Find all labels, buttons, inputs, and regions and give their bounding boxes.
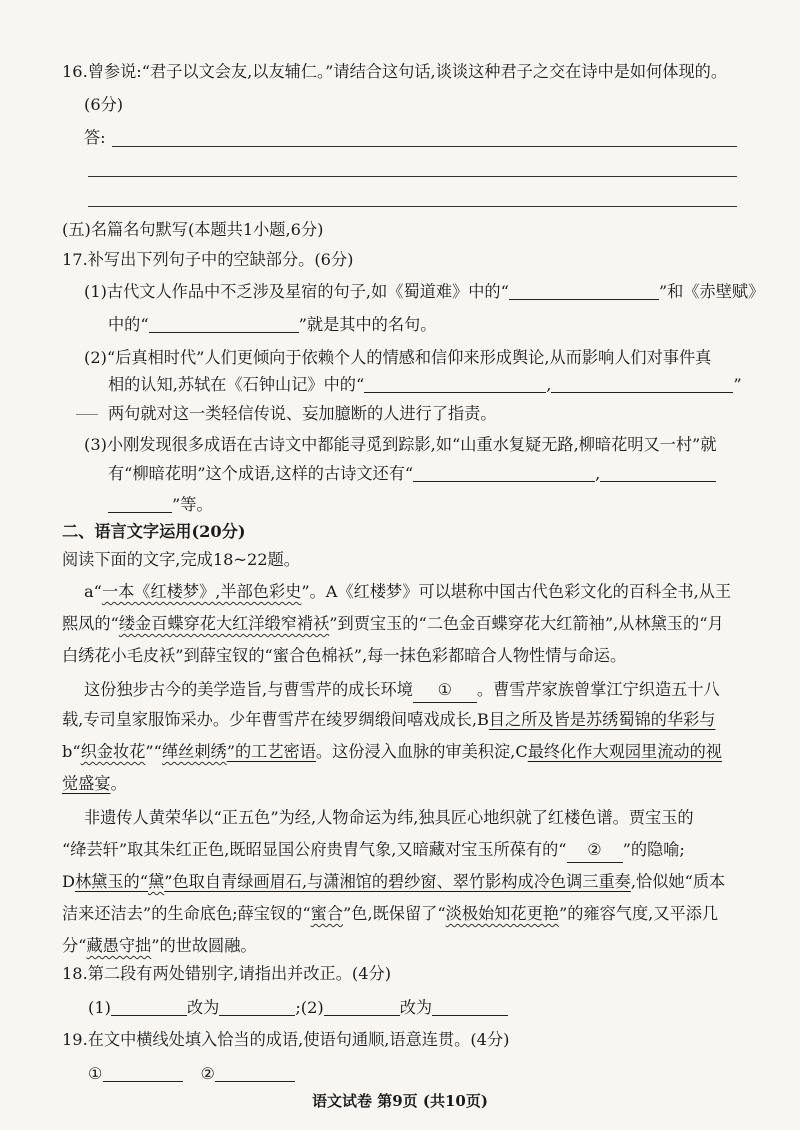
- para-3-line-1: 非遗传人黄荣华以“正五色”为经,人物命运为纬,独具匠心地织就了红楼色谱。贾宝玉的: [84, 808, 694, 827]
- text: 这份独步古今的美学造旨,与曹雪芹的成长环境: [84, 680, 413, 699]
- fill-blank[interactable]: [413, 463, 595, 482]
- q17-part-1-line-2: [108, 313, 436, 337]
- answer-line-1[interactable]: [112, 146, 737, 147]
- q16-score: (6分): [84, 95, 124, 114]
- text: 有“柳暗花明”这个成语,这样的古诗文还有“: [108, 464, 414, 483]
- q17-part-2-line-2: [108, 373, 742, 397]
- section-5-title: (五)名篇名句默写(本题共1小题,6分): [62, 220, 324, 239]
- text: ”色,既保留了“: [343, 904, 446, 923]
- fill-blank[interactable]: [215, 1063, 295, 1082]
- fill-blank[interactable]: [108, 494, 172, 513]
- text: 相的认知,苏轼在《石钟山记》中的“: [108, 375, 365, 394]
- blank-1[interactable]: ①: [413, 678, 477, 703]
- answer-line-3[interactable]: [88, 206, 737, 207]
- text: ”的世故圆融。: [151, 936, 257, 955]
- section-2-title: 二、语言文字运用(20分): [62, 522, 246, 541]
- text: ”到贾宝玉的“二色金百蝶穿花大红箭袖”,从林黛玉的“月: [329, 614, 724, 633]
- text: 改为: [399, 998, 433, 1017]
- text: ,: [595, 464, 601, 483]
- text: ”就是其中的名句。: [298, 315, 437, 334]
- q17-part-1-line-1: [84, 280, 764, 304]
- wavy-text: 蜜合: [310, 904, 344, 923]
- text: ”和《赤壁赋》: [658, 282, 765, 301]
- text: ”的雍容气度,又平添几: [558, 904, 719, 923]
- text: ”的隐喻;: [622, 840, 685, 859]
- para-3-line-3: [62, 870, 725, 894]
- para-2-line-1: [84, 678, 720, 703]
- wavy-text: 缕金百蝶穿花大红洋缎窄褙袄: [118, 614, 330, 633]
- underlined-text: 目之所及皆是苏绣蜀锦的华彩与: [488, 710, 716, 729]
- text: “绛芸轩”取其朱红正色,既昭显国公府贵胄气象,又暗藏对宝玉所葆有的“: [62, 840, 567, 859]
- text: ②: [200, 1064, 216, 1083]
- para-2-line-2: [62, 708, 716, 732]
- text: ①: [88, 1064, 103, 1083]
- para-1-line-1: [84, 580, 731, 604]
- text: 洁来还洁去”的生命底色;薛宝钗的“: [62, 904, 311, 923]
- text: ;(2): [295, 998, 324, 1017]
- wavy-text: 淡极始知花更艳: [445, 904, 559, 923]
- underlined-text: ”色取自青绿画眉石,与潇湘馆的碧纱窗、翠竹影构成冷色调三重奏: [164, 872, 631, 891]
- q19-answers: [88, 1062, 295, 1086]
- text: ,: [546, 375, 552, 394]
- wavy-text: 一本《红楼梦》,半部色彩史: [101, 582, 302, 601]
- fill-blank[interactable]: [600, 463, 716, 482]
- text: ”“: [145, 742, 162, 761]
- fill-blank[interactable]: [219, 997, 295, 1016]
- q18-answers: [88, 996, 508, 1020]
- fill-blank[interactable]: [324, 997, 400, 1016]
- text: 中的“: [108, 315, 149, 334]
- text: 载,专司皇家服饰采办。少年曹雪芹在绫罗绸缎间嘻戏成长,B: [62, 710, 489, 729]
- text: 。这份浸入血脉的审美积淀,C: [315, 742, 528, 761]
- q16-answer-label: 答:: [84, 128, 106, 147]
- q17-stem: 17.补写出下列句子中的空缺部分。(6分): [62, 250, 354, 269]
- underlined-text: ”的工艺密语: [226, 742, 316, 761]
- text: ,恰似她“质本: [630, 872, 726, 891]
- text: 。曹雪芹家族曾掌江宁织造五十八: [476, 680, 720, 699]
- reading-intro: 阅读下面的文字,完成18~22题。: [62, 550, 300, 569]
- para-1-line-3: 白绣花小毛皮袄”到薛宝钗的“蜜合色棉袄”,每一抹色彩都暗合人物性情与命运。: [62, 646, 627, 665]
- wavy-text: 织金妆花: [80, 742, 146, 761]
- fill-blank[interactable]: [432, 997, 508, 1016]
- q19-stem: 19.在文中横线处填入恰当的成语,使语句通顺,语意连贯。(4分): [62, 1030, 510, 1049]
- text: ”等。: [172, 495, 213, 514]
- fill-blank[interactable]: [103, 1063, 183, 1082]
- q17-part-3-line-1: (3)小刚发现很多成语在古诗文中都能寻觅到踪影,如“山重水复疑无路,柳暗花明又一村”就: [84, 435, 717, 454]
- underlined-text: 觉盛宴: [62, 774, 111, 793]
- para-2-line-4: [62, 772, 127, 796]
- q17-part-3-line-3: [108, 493, 213, 517]
- para-3-line-2: [62, 838, 685, 863]
- stray-mark: [76, 414, 98, 415]
- fill-blank[interactable]: [509, 281, 659, 300]
- q17-part-2-line-3: 两句就对这一类轻信传说、妄加臆断的人进行了指责。: [108, 404, 497, 423]
- para-1-line-2: [62, 612, 724, 636]
- para-2-line-3: [62, 740, 722, 764]
- text: a“: [84, 582, 102, 601]
- fill-blank[interactable]: [111, 997, 187, 1016]
- text: D: [62, 872, 75, 891]
- wavy-text: 黛: [148, 872, 165, 891]
- text: (1): [88, 998, 111, 1017]
- text: b“: [62, 742, 81, 761]
- answer-line-2[interactable]: [88, 176, 737, 177]
- wavy-text: 缂丝刺绣: [161, 742, 227, 761]
- text: ”: [733, 375, 742, 394]
- q17-part-2-line-1: (2)“后真相时代”人们更倾向于依赖个人的情感和信仰来形成舆论,从而影响人们对事件真: [84, 348, 712, 367]
- text: 。: [110, 774, 127, 793]
- q16-question: 16.曾参说:“君子以文会友,以友辅仁。”请结合这句话,谈谈这种君子之交在诗中是如何体现的。: [62, 62, 728, 81]
- blank-2[interactable]: ②: [567, 838, 623, 863]
- text: 分“: [62, 936, 87, 955]
- text: ”。A《红楼梦》可以堪称中国古代色彩文化的百科全书,从王: [301, 582, 732, 601]
- q17-part-3-line-2: [108, 462, 716, 486]
- page-footer: 语文试卷 第9页 (共10页): [312, 1092, 488, 1110]
- underlined-text: 最终化作大观园里流动的视: [527, 742, 722, 761]
- text: 改为: [186, 998, 220, 1017]
- text: (1)古代文人作品中不乏涉及星宿的句子,如《蜀道难》中的“: [84, 282, 509, 301]
- text: 熙凤的“: [62, 614, 119, 633]
- q18-stem: 18.第二段有两处错别字,请指出并改正。(4分): [62, 964, 392, 983]
- fill-blank[interactable]: [149, 314, 299, 333]
- fill-blank[interactable]: [551, 374, 733, 393]
- wavy-text: 藏愚守拙: [86, 936, 152, 955]
- para-3-line-4: [62, 902, 718, 926]
- para-3-line-5: [62, 934, 257, 958]
- fill-blank[interactable]: [364, 374, 546, 393]
- underlined-text: 林黛玉的“: [74, 872, 149, 891]
